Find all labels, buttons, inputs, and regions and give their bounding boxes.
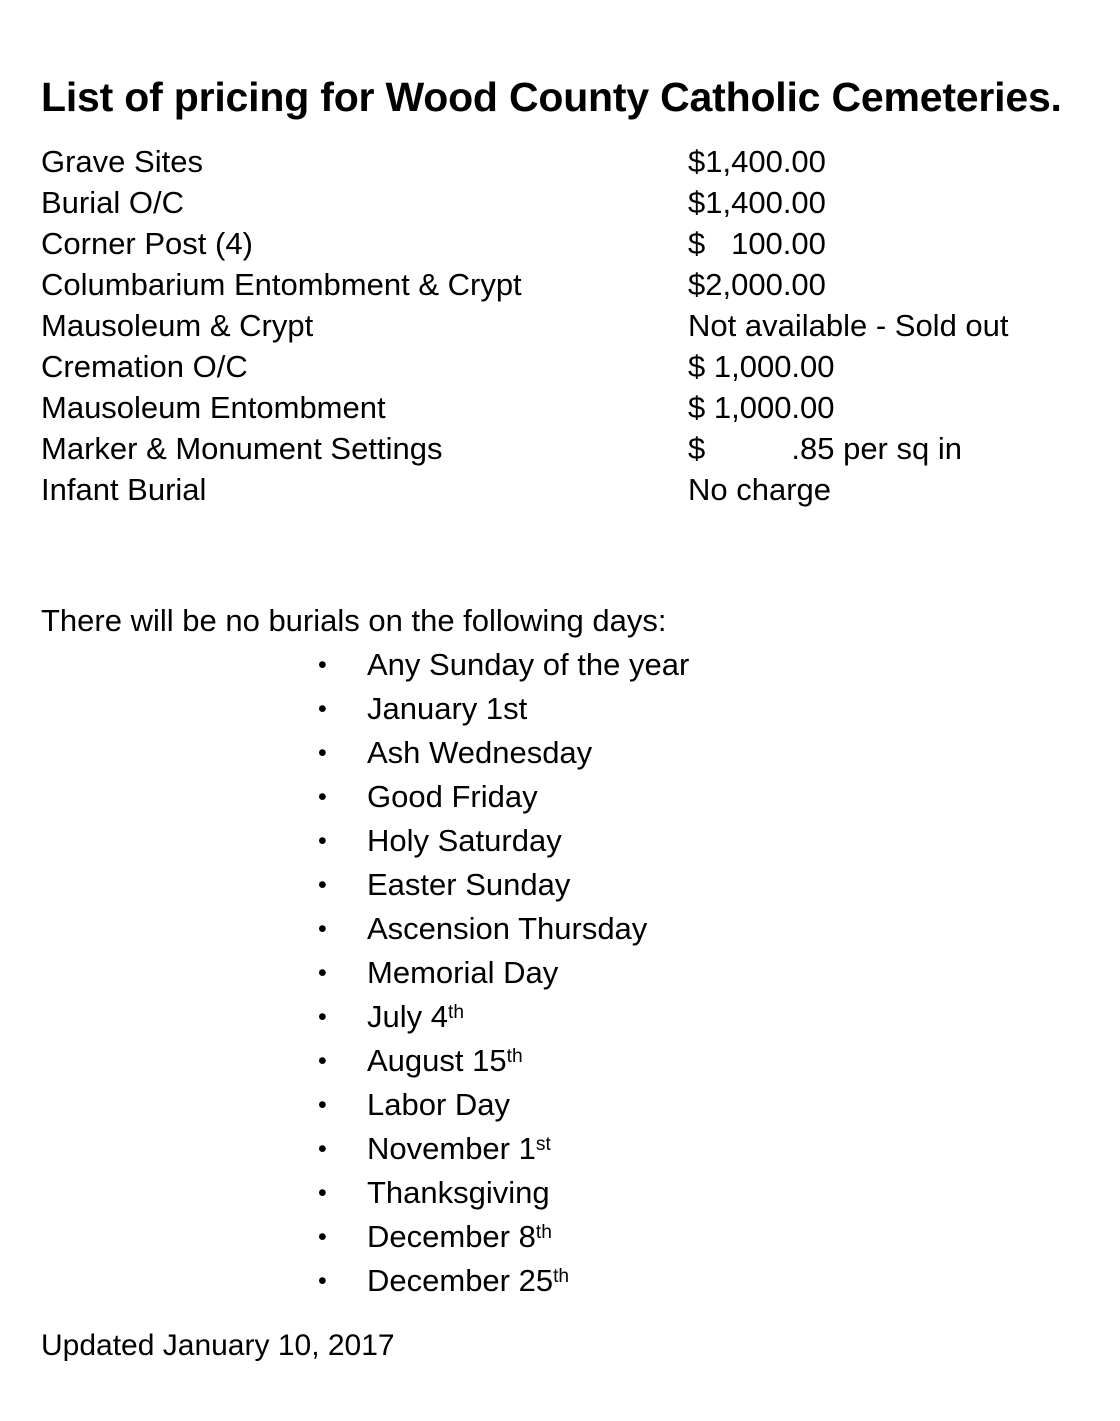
burial-day-label: Holy Saturday	[367, 823, 562, 858]
burial-day-label: August 15th	[367, 1043, 523, 1078]
price-item-label: Burial O/C	[41, 185, 184, 220]
price-row	[41, 141, 1081, 182]
list-item	[318, 819, 1018, 863]
price-item-value: $2,000.00	[688, 267, 826, 302]
list-item	[318, 1039, 1018, 1083]
bullet-icon: •	[318, 739, 327, 767]
bullet-icon: •	[318, 1047, 327, 1075]
price-item-label: Columbarium Entombment & Crypt	[41, 267, 522, 302]
price-item-label: Cremation O/C	[41, 349, 248, 384]
list-item	[318, 1127, 1018, 1171]
price-item-label: Marker & Monument Settings	[41, 431, 443, 466]
bullet-icon: •	[318, 827, 327, 855]
bullet-icon: •	[318, 915, 327, 943]
ordinal-suffix: th	[506, 1045, 523, 1067]
price-item-value: $1,400.00	[688, 144, 826, 179]
price-item-value: No charge	[688, 472, 832, 507]
burial-day-label: January 1st	[367, 691, 528, 726]
price-row	[41, 346, 1081, 387]
no-burials-heading: There will be no burials on the following days:	[41, 603, 667, 638]
price-item-value: $ 100.00	[688, 226, 826, 261]
burial-day-label: Ascension Thursday	[367, 911, 648, 946]
updated-date: Updated January 10, 2017	[41, 1329, 395, 1362]
price-item-label: Infant Burial	[41, 472, 207, 507]
burial-day-label: Ash Wednesday	[367, 735, 593, 770]
bullet-icon: •	[318, 871, 327, 899]
list-item	[318, 687, 1018, 731]
bullet-icon: •	[318, 783, 327, 811]
bullet-icon: •	[318, 695, 327, 723]
bullet-icon: •	[318, 1091, 327, 1119]
burial-day-label: July 4th	[367, 999, 464, 1034]
burial-day-label: December 25th	[367, 1263, 570, 1298]
ordinal-suffix: th	[535, 1221, 552, 1243]
no-burial-days-list	[318, 643, 1018, 1303]
price-row	[41, 387, 1081, 428]
list-item	[318, 907, 1018, 951]
ordinal-suffix: th	[447, 1001, 464, 1023]
bullet-icon: •	[318, 1135, 327, 1163]
list-item	[318, 951, 1018, 995]
bullet-icon: •	[318, 651, 327, 679]
price-row	[41, 428, 1081, 469]
burial-day-label: Easter Sunday	[367, 867, 571, 902]
price-item-value: $ 1,000.00	[688, 349, 835, 384]
burial-day-label: Labor Day	[367, 1087, 511, 1122]
burial-day-label: Any Sunday of the year	[367, 647, 690, 682]
price-item-value: $ .85 per sq in	[688, 431, 962, 466]
bullet-icon: •	[318, 1267, 327, 1295]
page-title: List of pricing for Wood County Catholic Cemeteries.	[41, 74, 1062, 121]
list-item	[318, 863, 1018, 907]
bullet-icon: •	[318, 1179, 327, 1207]
price-item-value: Not available - Sold out	[688, 308, 1009, 343]
burial-day-label: Good Friday	[367, 779, 538, 814]
list-item	[318, 775, 1018, 819]
burial-day-label: Memorial Day	[367, 955, 559, 990]
burial-day-label: December 8th	[367, 1219, 552, 1254]
price-row	[41, 223, 1081, 264]
pricing-table	[41, 141, 1081, 510]
list-item	[318, 1215, 1018, 1259]
price-item-value: $ 1,000.00	[688, 390, 835, 425]
list-item	[318, 1083, 1018, 1127]
bullet-icon: •	[318, 1223, 327, 1251]
bullet-icon: •	[318, 1003, 327, 1031]
list-item	[318, 1259, 1018, 1303]
price-row	[41, 182, 1081, 223]
price-item-value: $1,400.00	[688, 185, 826, 220]
price-row	[41, 305, 1081, 346]
price-item-label: Corner Post (4)	[41, 226, 253, 261]
list-item	[318, 643, 1018, 687]
burial-day-label: Thanksgiving	[367, 1175, 550, 1210]
price-item-label: Mausoleum Entombment	[41, 390, 386, 425]
list-item	[318, 731, 1018, 775]
ordinal-suffix: st	[535, 1133, 551, 1155]
price-item-label: Mausoleum & Crypt	[41, 308, 314, 343]
burial-day-label: November 1st	[367, 1131, 551, 1166]
bullet-icon: •	[318, 959, 327, 987]
list-item	[318, 995, 1018, 1039]
price-row	[41, 264, 1081, 305]
price-item-label: Grave Sites	[41, 144, 203, 179]
list-item	[318, 1171, 1018, 1215]
ordinal-suffix: th	[553, 1265, 570, 1287]
price-row	[41, 469, 1081, 510]
